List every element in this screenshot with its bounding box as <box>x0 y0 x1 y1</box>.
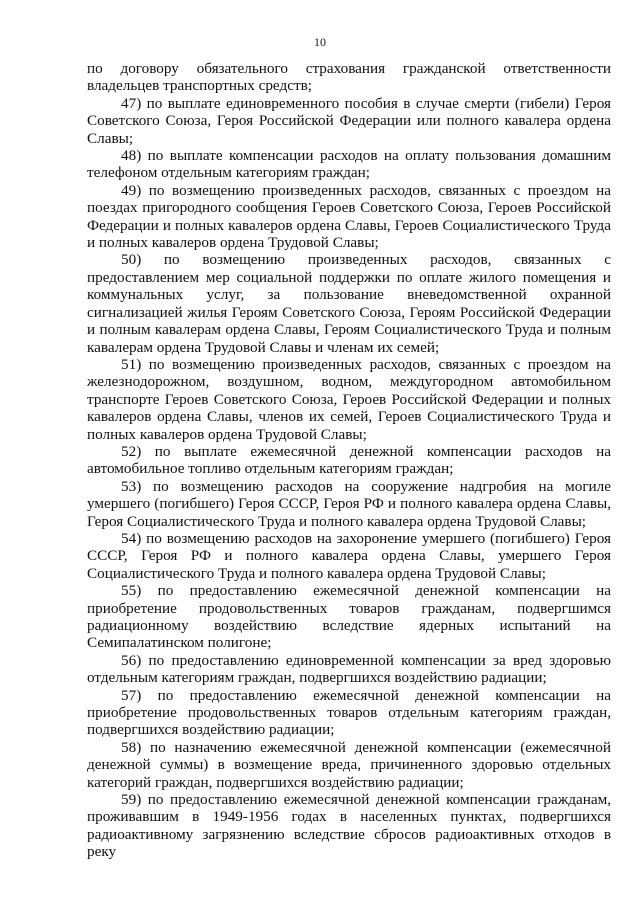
list-item-59: 59) по предоставлению ежемесячной денежной компенсации гражданам, проживавшим в 1949-1956 годах в населенных пунктах, подвергшихся радиоактивному загрязнению вследствие сбросов радиоактивных отходов в реку <box>87 791 611 861</box>
page-number: 10 <box>314 35 326 49</box>
list-item-47: 47) по выплате единовременного пособия в случае смерти (гибели) Героя Советского Союза, Героя Российской Федерации или полного кавалера ордена Славы; <box>87 94 611 147</box>
list-item-51: 51) по возмещению произведенных расходов, связанных с проездом на железнодорожном, воздушном, водном, междугородном автомобильном транспорте Героев Советского Союза, Героев Российской Федерации и полных кавалеров ордена Славы, членов их семей, Героев Социалистического Труда и полных кавалеров ордена Трудовой Славы; <box>87 355 611 443</box>
list-item-49: 49) по возмещению произведенных расходов, связанных с проездом на поездах пригородного сообщения Героев Советского Союза, Героев Российской Федерации и полных кавалеров ордена Славы, Героев Социалистического Труда и полных кавалеров ордена Трудовой Славы; <box>87 181 611 252</box>
list-item-48: 48) по выплате компенсации расходов на оплату пользования домашним телефоном отдельным категориям граждан; <box>87 147 611 182</box>
list-item-53: 53) по возмещению расходов на сооружение надгробия на могиле умершего (погибшего) Героя СССР, Героя РФ и полного кавалера ордена Славы, Героя Социалистического Труда и полного кавалера ордена Трудовой Славы; <box>87 477 611 530</box>
list-item-57: 57) по предоставлению ежемесячной денежной компенсации на приобретение продовольственных товаров отдельным категориям граждан, подвергшихся воздействию радиации; <box>87 686 611 739</box>
list-item-52: 52) по выплате ежемесячной денежной компенсации расходов на автомобильное топливо отдельным категориям граждан; <box>87 442 611 478</box>
document-body <box>87 60 611 861</box>
list-item-56: 56) по предоставлению единовременной компенсации за вред здоровью отдельным категориям граждан, подвергшихся воздействию радиации; <box>87 651 611 687</box>
paragraph-continuation: по договору обязательного страхования гражданской ответственности владельцев транспортных средств; <box>87 60 611 95</box>
list-item-50: 50) по возмещению произведенных расходов, связанных с предоставлением мер социальной поддержки по оплате жилого помещения и коммунальных услуг, за пользование вневедомственной охранной сигнализацией жилья Героям Советского Союза, Героям Российской Федерации и полным кавалерам ордена Славы, Героям Социалистического Труда и полным кавалерам ордена Трудовой Славы и членам их семей; <box>87 251 611 356</box>
list-item-55: 55) по предоставлению ежемесячной денежной компенсации на приобретение продовольственных товаров гражданам, подвергшимся радиационному воздействию вследствие ядерных испытаний на Семипалатинском полигоне; <box>87 582 611 652</box>
list-item-58: 58) по назначению ежемесячной денежной компенсации (ежемесячной денежной суммы) в возмещение вреда, причиненного здоровью отдельных категорий граждан, подвергшихся воздействию радиации; <box>87 738 611 791</box>
list-item-54: 54) по возмещению расходов на захоронение умершего (погибшего) Героя СССР, Героя РФ и полного кавалера ордена Славы, умершего Героя Социалистического Труда и полного кавалера ордена Трудовой Славы; <box>87 529 611 582</box>
